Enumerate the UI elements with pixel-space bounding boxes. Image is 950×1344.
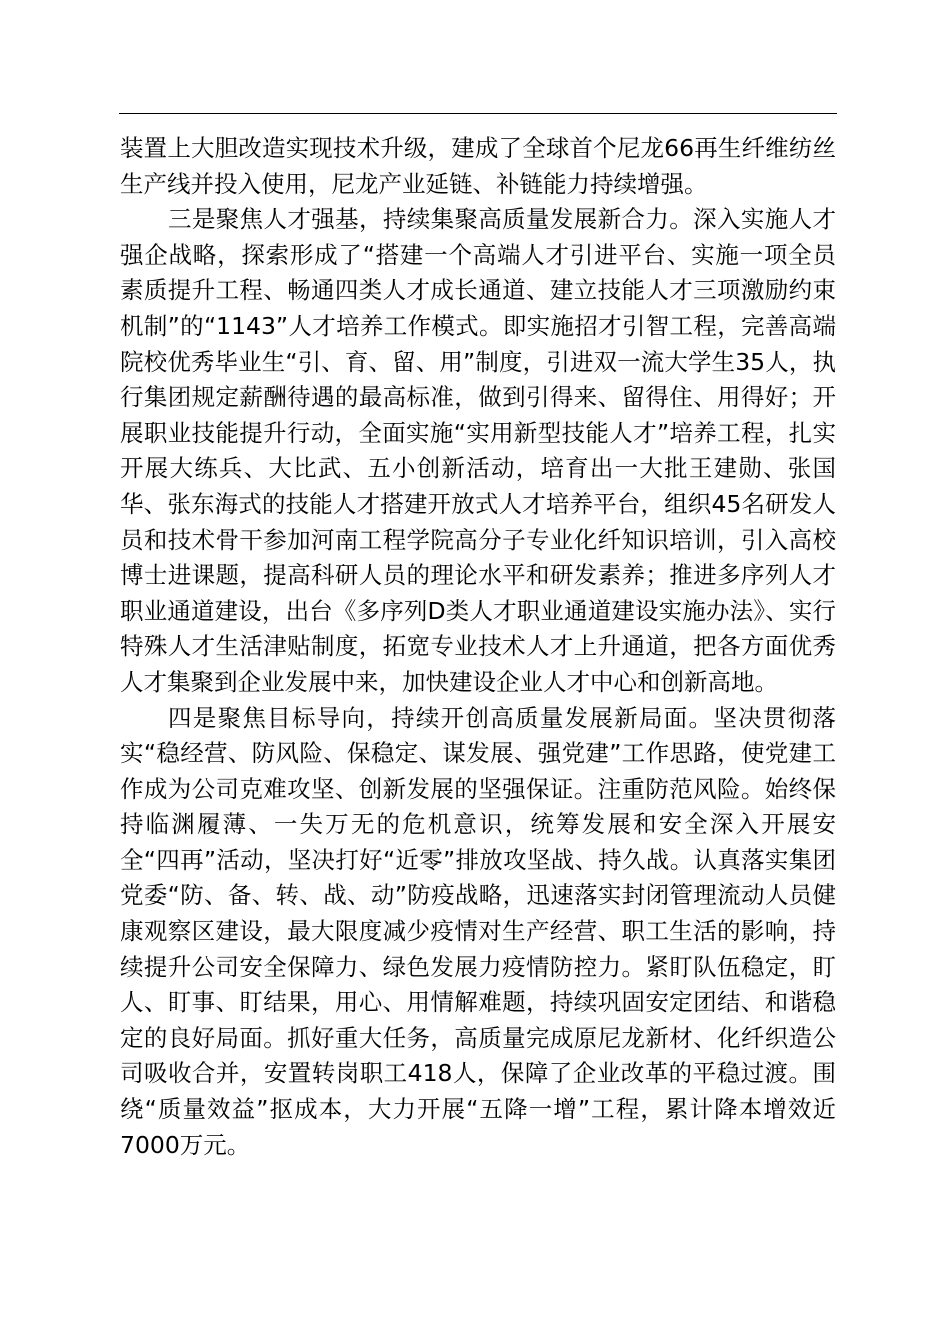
paragraph-talent: 三是聚焦人才强基，持续集聚高质量发展新合力。深入实施人才强企战略，探索形成了“搭建一个高端人才引进平台、实施一项全员素质提升工程、畅通四类人才成长通道、建立技能人才三项激励约束机制”的“1143”人才培养工作模式。即实施招才引智工程，完善高端院校优秀毕业生“引、育、留、用”制度，引进双一流大学生35人，执行集团规定薪酬待遇的最高标准，做到引得来、留得住、用得好；开展职业技能提升行动，全面实施“实用新型技能人才”培养工程，扎实开展大练兵、大比武、五小创新活动，培育出一大批王建勋、张国华、张东海式的技能人才搭建开放式人才培养平台，组织45名研发人员和技术骨干参加河南工程学院高分子专业化纤知识培训，引入高校博士进课题，提高科研人员的理论水平和研发素养；推进多序列人才职业通道建设，出台《多序列D类人才职业通道建设实施办法》、实行特殊人才生活津贴制度，拓宽专业技术人才上升通道，把各方面优秀人才集聚到企业发展中来，加快建设企业人才中心和创新高地。 <box>120 205 836 696</box>
paragraph-continuation: 装置上大胆改造实现技术升级，建成了全球首个尼龙66再生纤维纺丝生产线并投入使用，尼龙产业延链、补链能力持续增强。 <box>120 134 836 198</box>
header-rule <box>119 113 837 114</box>
document-body <box>120 131 836 1163</box>
paragraph-goal-orientation: 四是聚焦目标导向，持续开创高质量发展新局面。坚决贯彻落实“稳经营、防风险、保稳定、谋发展、强党建”工作思路，使党建工作成为公司克难攻坚、创新发展的坚强保证。注重防范风险。始终保持临渊履薄、一失万无的危机意识，统筹发展和安全深入开展安全“四再”活动，坚决打好“近零”排放攻坚战、持久战。认真落实集团党委“防、备、转、战、动”防疫战略，迅速落实封闭管理流动人员健康观察区建设，最大限度减少疫情对生产经营、职工生活的影响，持续提升公司安全保障力、绿色发展力疫情防控力。紧盯队伍稳定，盯人、盯事、盯结果，用心、用情解难题，持续巩固安定团结、和谐稳定的良好局面。抓好重大任务，高质量完成原尼龙新材、化纤织造公司吸收合并，安置转岗职工418人，保障了企业改革的平稳过渡。围绕“质量效益”抠成本，大力开展“五降一增”工程，累计降本增效近7000万元。 <box>120 703 836 1159</box>
